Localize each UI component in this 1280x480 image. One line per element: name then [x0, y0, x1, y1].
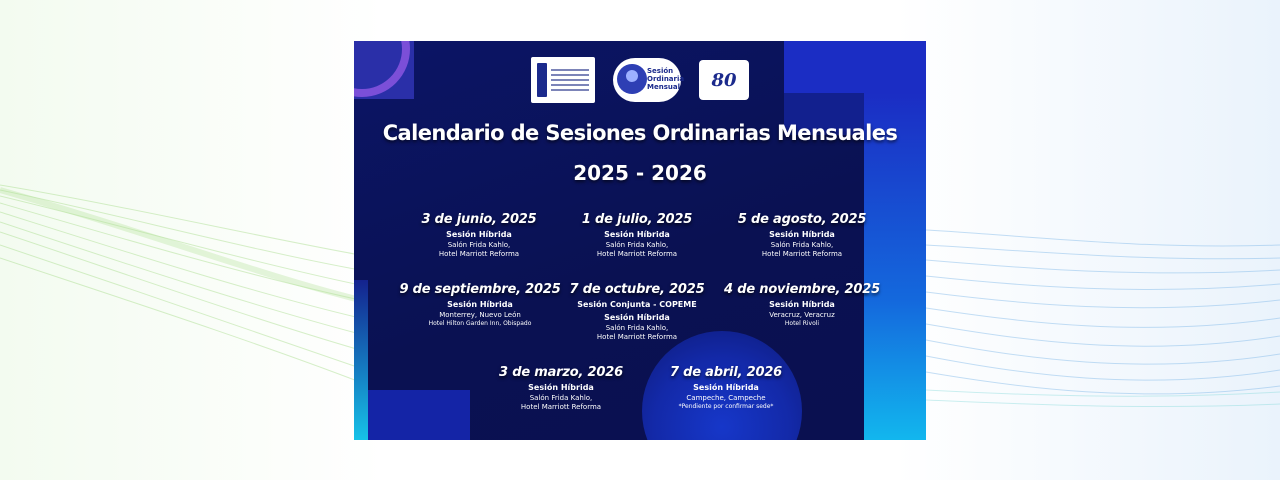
- anniversary-80-logo: [699, 60, 749, 100]
- session-venue: Hotel Marriott Reforma: [596, 250, 678, 258]
- page-subtitle-years: 2025 - 2026: [573, 161, 707, 185]
- session-venue: Hotel Rivoli: [784, 320, 820, 327]
- session-venue: Salón Frida Kahlo,: [605, 241, 669, 249]
- people-icon: [617, 64, 647, 94]
- session-venue: Salón Frida Kahlo,: [529, 394, 593, 402]
- session-date: 4 de noviembre, 2025: [724, 282, 880, 297]
- session-date: 3 de marzo, 2026: [499, 365, 623, 380]
- session-type: Sesión Híbrida: [446, 230, 512, 239]
- session-date: 3 de junio, 2025: [421, 212, 537, 227]
- session-type: Sesión Híbrida: [769, 230, 835, 239]
- session-venue: Veracruz, Veracruz: [769, 311, 835, 319]
- decor-shape: [354, 280, 368, 440]
- session-venue: Monterrey, Nuevo León: [439, 311, 521, 319]
- session-date: 7 de octubre, 2025: [569, 282, 705, 297]
- monthly-session-logo: [613, 58, 685, 102]
- session-venue: Hotel Marriott Reforma: [438, 250, 520, 258]
- session-type: Sesión Híbrida: [528, 383, 594, 392]
- session-venue: Salón Frida Kahlo,: [605, 324, 669, 332]
- session-type: Sesión Híbrida: [604, 313, 670, 322]
- session-venue: Hotel Marriott Reforma: [761, 250, 843, 258]
- calendar-card: [354, 41, 926, 440]
- session-venue: Hotel Marriott Reforma: [596, 333, 678, 341]
- session-item: [712, 211, 892, 259]
- monthly-session-logo-text: Sesión Ordinaria Mensual: [647, 67, 685, 91]
- session-date: 5 de agosto, 2025: [737, 212, 867, 227]
- session-venue: Campeche, Campeche: [686, 394, 766, 402]
- anniversary-number: 80: [711, 69, 737, 91]
- session-venue: Hotel Marriott Reforma: [520, 403, 602, 411]
- session-item: [389, 211, 569, 259]
- session-venue: Salón Frida Kahlo,: [447, 241, 511, 249]
- session-item: [636, 364, 816, 411]
- decor-shape: [368, 390, 470, 440]
- institution-logo: [531, 57, 595, 103]
- session-date: 9 de septiembre, 2025: [399, 282, 561, 297]
- session-type: Sesión Híbrida: [447, 300, 513, 309]
- session-item: [390, 281, 570, 328]
- decor-shape: [864, 93, 926, 440]
- session-note: *Pendiente por confirmar sede*: [678, 403, 774, 410]
- session-venue: Salón Frida Kahlo,: [770, 241, 834, 249]
- logo-bar: [354, 57, 926, 103]
- session-item: [547, 211, 727, 259]
- session-date: 7 de abril, 2026: [669, 365, 783, 380]
- session-type: Sesión Híbrida: [604, 230, 670, 239]
- session-type: Sesión Híbrida: [769, 300, 835, 309]
- session-item: [547, 281, 727, 342]
- session-date: 1 de julio, 2025: [581, 212, 693, 227]
- session-type-joint: Sesión Conjunta - COPEME: [577, 300, 697, 309]
- session-item: [712, 281, 892, 328]
- session-venue: Hotel Hilton Garden Inn, Obispado: [428, 320, 532, 327]
- session-item: [471, 364, 651, 412]
- session-type: Sesión Híbrida: [693, 383, 759, 392]
- page-title: Calendario de Sesiones Ordinarias Mensuales: [382, 121, 898, 145]
